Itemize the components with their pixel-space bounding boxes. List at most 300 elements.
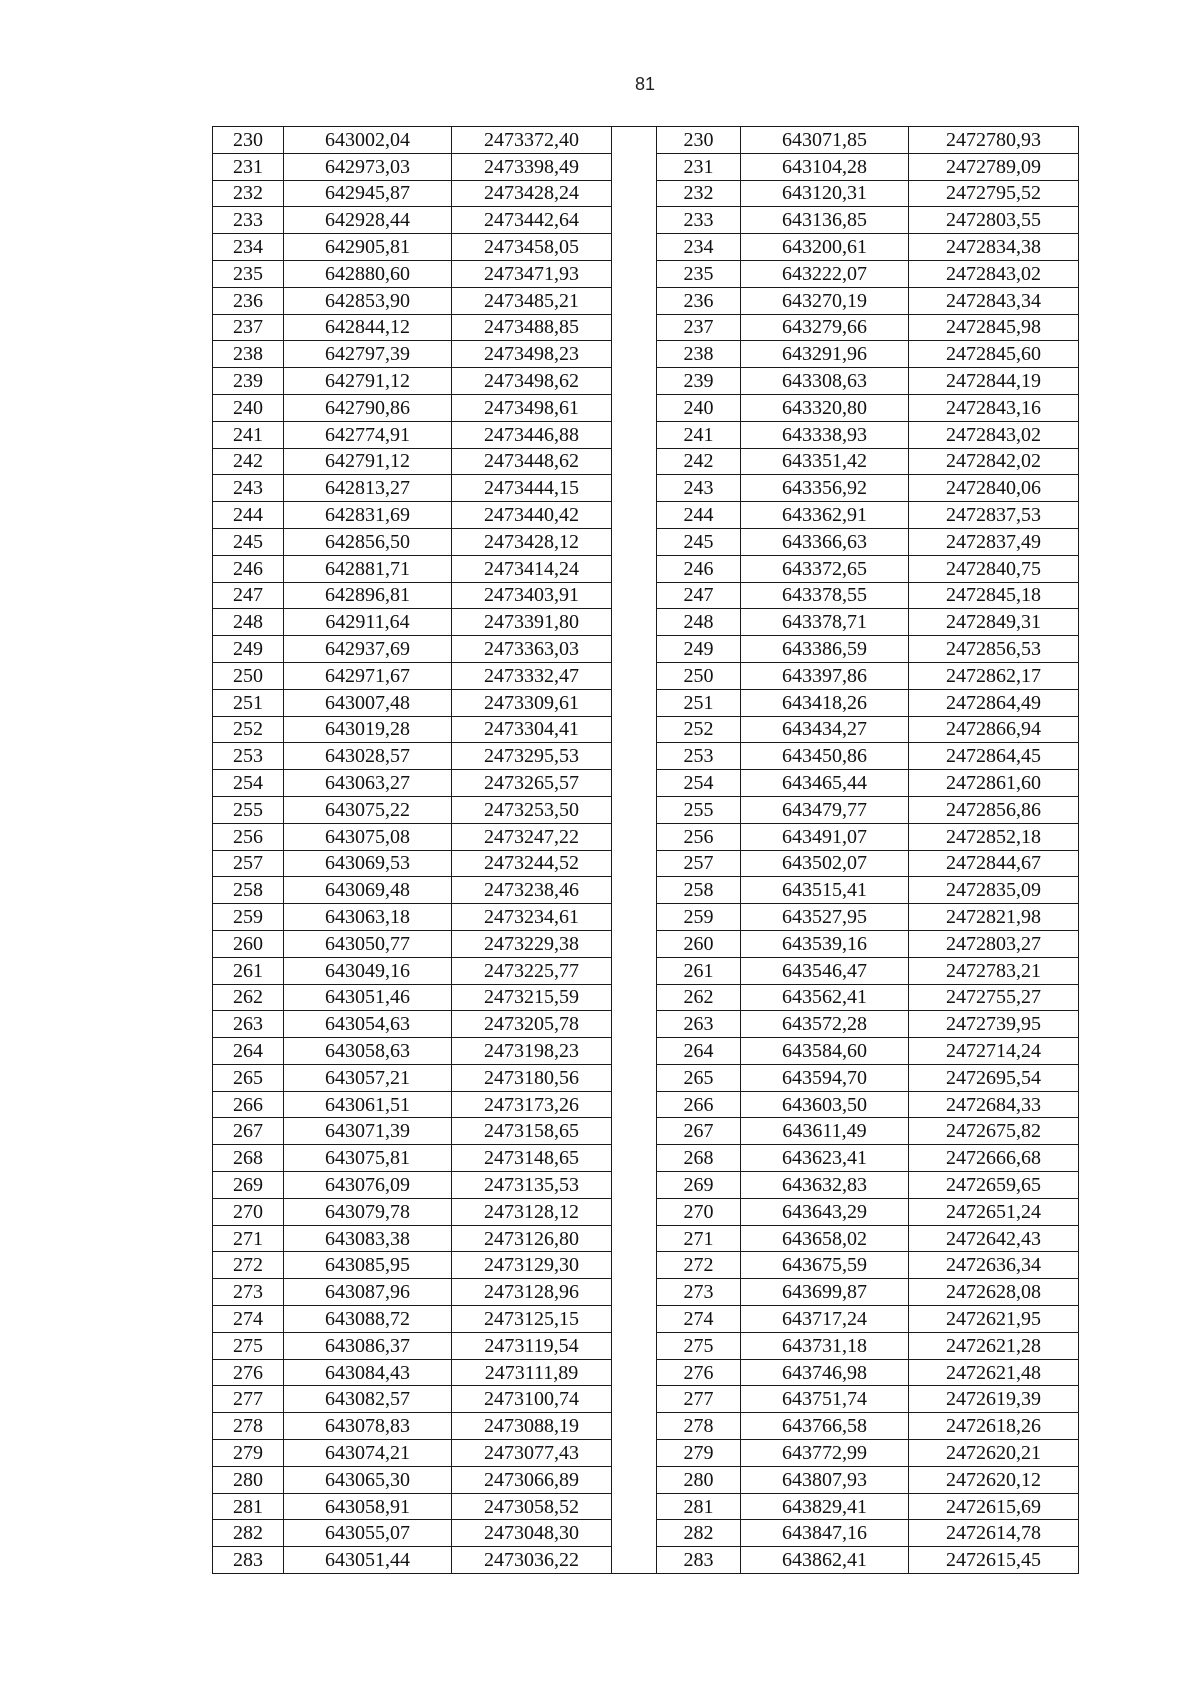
spacer-cell <box>612 636 657 663</box>
table-row <box>213 448 1079 475</box>
right-x-coordinate: 643465,44 <box>741 770 909 797</box>
right-x-coordinate: 643632,83 <box>741 1172 909 1199</box>
left-point-number: 262 <box>213 984 284 1011</box>
left-y-coordinate: 2473414,24 <box>452 555 612 582</box>
table-row <box>213 207 1079 234</box>
right-y-coordinate: 2472864,49 <box>909 689 1079 716</box>
right-y-coordinate: 2472856,86 <box>909 796 1079 823</box>
right-x-coordinate: 643386,59 <box>741 636 909 663</box>
right-y-coordinate: 2472642,43 <box>909 1225 1079 1252</box>
table-row <box>213 609 1079 636</box>
right-y-coordinate: 2472714,24 <box>909 1038 1079 1065</box>
table-row <box>213 904 1079 931</box>
right-point-number: 249 <box>657 636 741 663</box>
right-y-coordinate: 2472840,75 <box>909 555 1079 582</box>
left-y-coordinate: 2473446,88 <box>452 421 612 448</box>
table-row <box>213 770 1079 797</box>
right-point-number: 279 <box>657 1440 741 1467</box>
spacer-cell <box>612 153 657 180</box>
table-row <box>213 636 1079 663</box>
right-point-number: 261 <box>657 957 741 984</box>
right-point-number: 243 <box>657 475 741 502</box>
right-point-number: 260 <box>657 930 741 957</box>
right-x-coordinate: 643291,96 <box>741 341 909 368</box>
left-x-coordinate: 642831,69 <box>284 502 452 529</box>
right-point-number: 234 <box>657 234 741 261</box>
spacer-cell <box>612 609 657 636</box>
right-point-number: 258 <box>657 877 741 904</box>
left-y-coordinate: 2473363,03 <box>452 636 612 663</box>
spacer-cell <box>612 582 657 609</box>
left-y-coordinate: 2473215,59 <box>452 984 612 1011</box>
right-point-number: 253 <box>657 743 741 770</box>
right-x-coordinate: 643807,93 <box>741 1466 909 1493</box>
left-point-number: 252 <box>213 716 284 743</box>
right-y-coordinate: 2472803,55 <box>909 207 1079 234</box>
right-x-coordinate: 643450,86 <box>741 743 909 770</box>
left-point-number: 231 <box>213 153 284 180</box>
left-point-number: 259 <box>213 904 284 931</box>
right-point-number: 278 <box>657 1413 741 1440</box>
left-x-coordinate: 643085,95 <box>284 1252 452 1279</box>
spacer-cell <box>612 1118 657 1145</box>
right-y-coordinate: 2472780,93 <box>909 127 1079 154</box>
left-point-number: 273 <box>213 1279 284 1306</box>
right-point-number: 235 <box>657 260 741 287</box>
right-y-coordinate: 2472835,09 <box>909 877 1079 904</box>
right-y-coordinate: 2472675,82 <box>909 1118 1079 1145</box>
table-row <box>213 1038 1079 1065</box>
left-point-number: 242 <box>213 448 284 475</box>
right-y-coordinate: 2472843,34 <box>909 287 1079 314</box>
left-point-number: 281 <box>213 1493 284 1520</box>
right-point-number: 267 <box>657 1118 741 1145</box>
left-x-coordinate: 642973,03 <box>284 153 452 180</box>
right-point-number: 282 <box>657 1520 741 1547</box>
left-x-coordinate: 643071,39 <box>284 1118 452 1145</box>
spacer-cell <box>612 1279 657 1306</box>
spacer-cell <box>612 127 657 154</box>
right-y-coordinate: 2472837,53 <box>909 502 1079 529</box>
left-y-coordinate: 2473488,85 <box>452 314 612 341</box>
right-x-coordinate: 643120,31 <box>741 180 909 207</box>
right-point-number: 255 <box>657 796 741 823</box>
right-point-number: 248 <box>657 609 741 636</box>
right-point-number: 268 <box>657 1145 741 1172</box>
left-x-coordinate: 643051,46 <box>284 984 452 1011</box>
left-x-coordinate: 642791,12 <box>284 368 452 395</box>
right-x-coordinate: 643658,02 <box>741 1225 909 1252</box>
left-x-coordinate: 642945,87 <box>284 180 452 207</box>
left-point-number: 256 <box>213 823 284 850</box>
left-point-number: 263 <box>213 1011 284 1038</box>
left-point-number: 279 <box>213 1440 284 1467</box>
table-row <box>213 1306 1079 1333</box>
right-y-coordinate: 2472852,18 <box>909 823 1079 850</box>
left-x-coordinate: 643050,77 <box>284 930 452 957</box>
spacer-cell <box>612 1038 657 1065</box>
spacer-cell <box>612 662 657 689</box>
right-x-coordinate: 643847,16 <box>741 1520 909 1547</box>
right-y-coordinate: 2472845,18 <box>909 582 1079 609</box>
left-y-coordinate: 2473111,89 <box>452 1359 612 1386</box>
left-point-number: 248 <box>213 609 284 636</box>
right-point-number: 245 <box>657 528 741 555</box>
table-row <box>213 1413 1079 1440</box>
left-point-number: 278 <box>213 1413 284 1440</box>
right-point-number: 272 <box>657 1252 741 1279</box>
table-row <box>213 930 1079 957</box>
table-row <box>213 1520 1079 1547</box>
left-x-coordinate: 643054,63 <box>284 1011 452 1038</box>
table-row <box>213 1279 1079 1306</box>
right-point-number: 257 <box>657 850 741 877</box>
left-y-coordinate: 2473077,43 <box>452 1440 612 1467</box>
spacer-cell <box>612 207 657 234</box>
left-x-coordinate: 642881,71 <box>284 555 452 582</box>
left-y-coordinate: 2473158,65 <box>452 1118 612 1145</box>
left-y-coordinate: 2473126,80 <box>452 1225 612 1252</box>
right-point-number: 280 <box>657 1466 741 1493</box>
left-x-coordinate: 643084,43 <box>284 1359 452 1386</box>
spacer-cell <box>612 823 657 850</box>
right-x-coordinate: 643372,65 <box>741 555 909 582</box>
left-point-number: 230 <box>213 127 284 154</box>
left-x-coordinate: 643078,83 <box>284 1413 452 1440</box>
spacer-cell <box>612 341 657 368</box>
table-row <box>213 1386 1079 1413</box>
right-y-coordinate: 2472842,02 <box>909 448 1079 475</box>
spacer-cell <box>612 448 657 475</box>
right-x-coordinate: 643611,49 <box>741 1118 909 1145</box>
spacer-cell <box>612 1252 657 1279</box>
table-row <box>213 502 1079 529</box>
spacer-cell <box>612 502 657 529</box>
right-y-coordinate: 2472845,98 <box>909 314 1079 341</box>
table-row <box>213 394 1079 421</box>
table-row <box>213 1547 1079 1574</box>
right-point-number: 230 <box>657 127 741 154</box>
left-y-coordinate: 2473088,19 <box>452 1413 612 1440</box>
spacer-cell <box>612 1172 657 1199</box>
left-point-number: 283 <box>213 1547 284 1574</box>
left-y-coordinate: 2473485,21 <box>452 287 612 314</box>
right-y-coordinate: 2472636,34 <box>909 1252 1079 1279</box>
right-y-coordinate: 2472866,94 <box>909 716 1079 743</box>
right-x-coordinate: 643515,41 <box>741 877 909 904</box>
right-point-number: 240 <box>657 394 741 421</box>
left-x-coordinate: 643069,48 <box>284 877 452 904</box>
left-point-number: 260 <box>213 930 284 957</box>
right-x-coordinate: 643546,47 <box>741 957 909 984</box>
right-y-coordinate: 2472862,17 <box>909 662 1079 689</box>
right-y-coordinate: 2472795,52 <box>909 180 1079 207</box>
left-y-coordinate: 2473442,64 <box>452 207 612 234</box>
left-y-coordinate: 2473148,65 <box>452 1145 612 1172</box>
table-row <box>213 421 1079 448</box>
left-point-number: 261 <box>213 957 284 984</box>
left-y-coordinate: 2473428,12 <box>452 528 612 555</box>
table-row <box>213 1332 1079 1359</box>
table-row <box>213 1440 1079 1467</box>
left-point-number: 250 <box>213 662 284 689</box>
right-point-number: 265 <box>657 1064 741 1091</box>
coordinates-table <box>212 126 1079 1574</box>
table-row <box>213 877 1079 904</box>
right-point-number: 247 <box>657 582 741 609</box>
left-y-coordinate: 2473128,96 <box>452 1279 612 1306</box>
left-x-coordinate: 642928,44 <box>284 207 452 234</box>
right-point-number: 254 <box>657 770 741 797</box>
right-point-number: 274 <box>657 1306 741 1333</box>
right-y-coordinate: 2472843,16 <box>909 394 1079 421</box>
right-y-coordinate: 2472615,45 <box>909 1547 1079 1574</box>
left-point-number: 255 <box>213 796 284 823</box>
table-row <box>213 1493 1079 1520</box>
left-y-coordinate: 2473304,41 <box>452 716 612 743</box>
right-x-coordinate: 643351,42 <box>741 448 909 475</box>
left-point-number: 249 <box>213 636 284 663</box>
table-row <box>213 341 1079 368</box>
left-x-coordinate: 643063,18 <box>284 904 452 931</box>
right-point-number: 241 <box>657 421 741 448</box>
right-x-coordinate: 643222,07 <box>741 260 909 287</box>
right-y-coordinate: 2472849,31 <box>909 609 1079 636</box>
left-x-coordinate: 643088,72 <box>284 1306 452 1333</box>
right-x-coordinate: 643378,71 <box>741 609 909 636</box>
table-row <box>213 984 1079 1011</box>
right-y-coordinate: 2472628,08 <box>909 1279 1079 1306</box>
left-x-coordinate: 642971,67 <box>284 662 452 689</box>
right-y-coordinate: 2472845,60 <box>909 341 1079 368</box>
spacer-cell <box>612 368 657 395</box>
table-row <box>213 689 1079 716</box>
right-y-coordinate: 2472840,06 <box>909 475 1079 502</box>
left-x-coordinate: 643049,16 <box>284 957 452 984</box>
left-x-coordinate: 642905,81 <box>284 234 452 261</box>
spacer-cell <box>612 796 657 823</box>
table-row <box>213 528 1079 555</box>
left-x-coordinate: 643075,08 <box>284 823 452 850</box>
right-y-coordinate: 2472620,12 <box>909 1466 1079 1493</box>
left-x-coordinate: 643074,21 <box>284 1440 452 1467</box>
spacer-cell <box>612 1064 657 1091</box>
table-row <box>213 1145 1079 1172</box>
right-point-number: 283 <box>657 1547 741 1574</box>
table-row <box>213 1172 1079 1199</box>
left-point-number: 267 <box>213 1118 284 1145</box>
table-row <box>213 582 1079 609</box>
left-x-coordinate: 642774,91 <box>284 421 452 448</box>
table-row <box>213 314 1079 341</box>
table-row <box>213 823 1079 850</box>
right-y-coordinate: 2472844,19 <box>909 368 1079 395</box>
spacer-cell <box>612 1091 657 1118</box>
left-x-coordinate: 643079,78 <box>284 1198 452 1225</box>
left-y-coordinate: 2473198,23 <box>452 1038 612 1065</box>
spacer-cell <box>612 1547 657 1574</box>
left-y-coordinate: 2473448,62 <box>452 448 612 475</box>
spacer-cell <box>612 930 657 957</box>
left-y-coordinate: 2473440,42 <box>452 502 612 529</box>
right-x-coordinate: 643378,55 <box>741 582 909 609</box>
left-point-number: 266 <box>213 1091 284 1118</box>
right-y-coordinate: 2472651,24 <box>909 1198 1079 1225</box>
left-point-number: 264 <box>213 1038 284 1065</box>
right-point-number: 237 <box>657 314 741 341</box>
left-y-coordinate: 2473125,15 <box>452 1306 612 1333</box>
left-x-coordinate: 643028,57 <box>284 743 452 770</box>
left-x-coordinate: 643058,63 <box>284 1038 452 1065</box>
left-y-coordinate: 2473128,12 <box>452 1198 612 1225</box>
right-x-coordinate: 643320,80 <box>741 394 909 421</box>
right-x-coordinate: 643491,07 <box>741 823 909 850</box>
right-x-coordinate: 643584,60 <box>741 1038 909 1065</box>
spacer-cell <box>612 1413 657 1440</box>
left-point-number: 235 <box>213 260 284 287</box>
left-y-coordinate: 2473428,24 <box>452 180 612 207</box>
right-x-coordinate: 643270,19 <box>741 287 909 314</box>
left-y-coordinate: 2473265,57 <box>452 770 612 797</box>
right-y-coordinate: 2472821,98 <box>909 904 1079 931</box>
left-point-number: 271 <box>213 1225 284 1252</box>
left-point-number: 251 <box>213 689 284 716</box>
table-row <box>213 127 1079 154</box>
left-y-coordinate: 2473247,22 <box>452 823 612 850</box>
right-point-number: 231 <box>657 153 741 180</box>
spacer-cell <box>612 1466 657 1493</box>
right-point-number: 259 <box>657 904 741 931</box>
left-point-number: 270 <box>213 1198 284 1225</box>
table-row <box>213 260 1079 287</box>
table-row <box>213 1118 1079 1145</box>
left-y-coordinate: 2473498,62 <box>452 368 612 395</box>
right-x-coordinate: 643200,61 <box>741 234 909 261</box>
left-y-coordinate: 2473295,53 <box>452 743 612 770</box>
left-point-number: 269 <box>213 1172 284 1199</box>
left-point-number: 275 <box>213 1332 284 1359</box>
right-x-coordinate: 643562,41 <box>741 984 909 1011</box>
spacer-cell <box>612 743 657 770</box>
left-y-coordinate: 2473229,38 <box>452 930 612 957</box>
right-x-coordinate: 643594,70 <box>741 1064 909 1091</box>
right-y-coordinate: 2472684,33 <box>909 1091 1079 1118</box>
right-x-coordinate: 643862,41 <box>741 1547 909 1574</box>
right-point-number: 277 <box>657 1386 741 1413</box>
right-y-coordinate: 2472659,65 <box>909 1172 1079 1199</box>
spacer-cell <box>612 1359 657 1386</box>
left-point-number: 277 <box>213 1386 284 1413</box>
left-y-coordinate: 2473205,78 <box>452 1011 612 1038</box>
left-x-coordinate: 643075,22 <box>284 796 452 823</box>
table-row <box>213 743 1079 770</box>
right-point-number: 236 <box>657 287 741 314</box>
spacer-cell <box>612 394 657 421</box>
left-x-coordinate: 643065,30 <box>284 1466 452 1493</box>
left-point-number: 282 <box>213 1520 284 1547</box>
left-point-number: 237 <box>213 314 284 341</box>
left-point-number: 243 <box>213 475 284 502</box>
right-y-coordinate: 2472864,45 <box>909 743 1079 770</box>
spacer-cell <box>612 528 657 555</box>
right-x-coordinate: 643338,93 <box>741 421 909 448</box>
spacer-cell <box>612 904 657 931</box>
right-x-coordinate: 643479,77 <box>741 796 909 823</box>
left-point-number: 254 <box>213 770 284 797</box>
table-row <box>213 796 1079 823</box>
right-x-coordinate: 643572,28 <box>741 1011 909 1038</box>
left-x-coordinate: 642853,90 <box>284 287 452 314</box>
left-y-coordinate: 2473036,22 <box>452 1547 612 1574</box>
left-x-coordinate: 643058,91 <box>284 1493 452 1520</box>
left-point-number: 246 <box>213 555 284 582</box>
right-point-number: 270 <box>657 1198 741 1225</box>
right-point-number: 256 <box>657 823 741 850</box>
right-y-coordinate: 2472837,49 <box>909 528 1079 555</box>
right-y-coordinate: 2472803,27 <box>909 930 1079 957</box>
right-y-coordinate: 2472621,48 <box>909 1359 1079 1386</box>
right-y-coordinate: 2472834,38 <box>909 234 1079 261</box>
left-x-coordinate: 643076,09 <box>284 1172 452 1199</box>
left-point-number: 253 <box>213 743 284 770</box>
left-x-coordinate: 642844,12 <box>284 314 452 341</box>
left-point-number: 265 <box>213 1064 284 1091</box>
left-x-coordinate: 642790,86 <box>284 394 452 421</box>
right-point-number: 276 <box>657 1359 741 1386</box>
left-y-coordinate: 2473180,56 <box>452 1064 612 1091</box>
left-point-number: 257 <box>213 850 284 877</box>
right-x-coordinate: 643136,85 <box>741 207 909 234</box>
left-point-number: 239 <box>213 368 284 395</box>
spacer-cell <box>612 1306 657 1333</box>
left-point-number: 233 <box>213 207 284 234</box>
left-y-coordinate: 2473058,52 <box>452 1493 612 1520</box>
right-x-coordinate: 643731,18 <box>741 1332 909 1359</box>
left-point-number: 280 <box>213 1466 284 1493</box>
right-y-coordinate: 2472789,09 <box>909 153 1079 180</box>
right-y-coordinate: 2472861,60 <box>909 770 1079 797</box>
table-row <box>213 555 1079 582</box>
table-row <box>213 1359 1079 1386</box>
table-row <box>213 368 1079 395</box>
right-point-number: 269 <box>657 1172 741 1199</box>
left-y-coordinate: 2473398,49 <box>452 153 612 180</box>
left-x-coordinate: 643069,53 <box>284 850 452 877</box>
right-point-number: 251 <box>657 689 741 716</box>
table-body <box>213 127 1079 1574</box>
right-x-coordinate: 643071,85 <box>741 127 909 154</box>
left-x-coordinate: 642813,27 <box>284 475 452 502</box>
left-x-coordinate: 642896,81 <box>284 582 452 609</box>
spacer-cell <box>612 475 657 502</box>
left-point-number: 238 <box>213 341 284 368</box>
left-x-coordinate: 642937,69 <box>284 636 452 663</box>
spacer-cell <box>612 421 657 448</box>
left-y-coordinate: 2473471,93 <box>452 260 612 287</box>
left-point-number: 234 <box>213 234 284 261</box>
left-y-coordinate: 2473173,26 <box>452 1091 612 1118</box>
left-x-coordinate: 643007,48 <box>284 689 452 716</box>
right-y-coordinate: 2472615,69 <box>909 1493 1079 1520</box>
table-row <box>213 716 1079 743</box>
left-y-coordinate: 2473119,54 <box>452 1332 612 1359</box>
right-point-number: 275 <box>657 1332 741 1359</box>
right-x-coordinate: 643766,58 <box>741 1413 909 1440</box>
left-y-coordinate: 2473225,77 <box>452 957 612 984</box>
right-y-coordinate: 2472621,95 <box>909 1306 1079 1333</box>
left-y-coordinate: 2473391,80 <box>452 609 612 636</box>
left-y-coordinate: 2473498,61 <box>452 394 612 421</box>
